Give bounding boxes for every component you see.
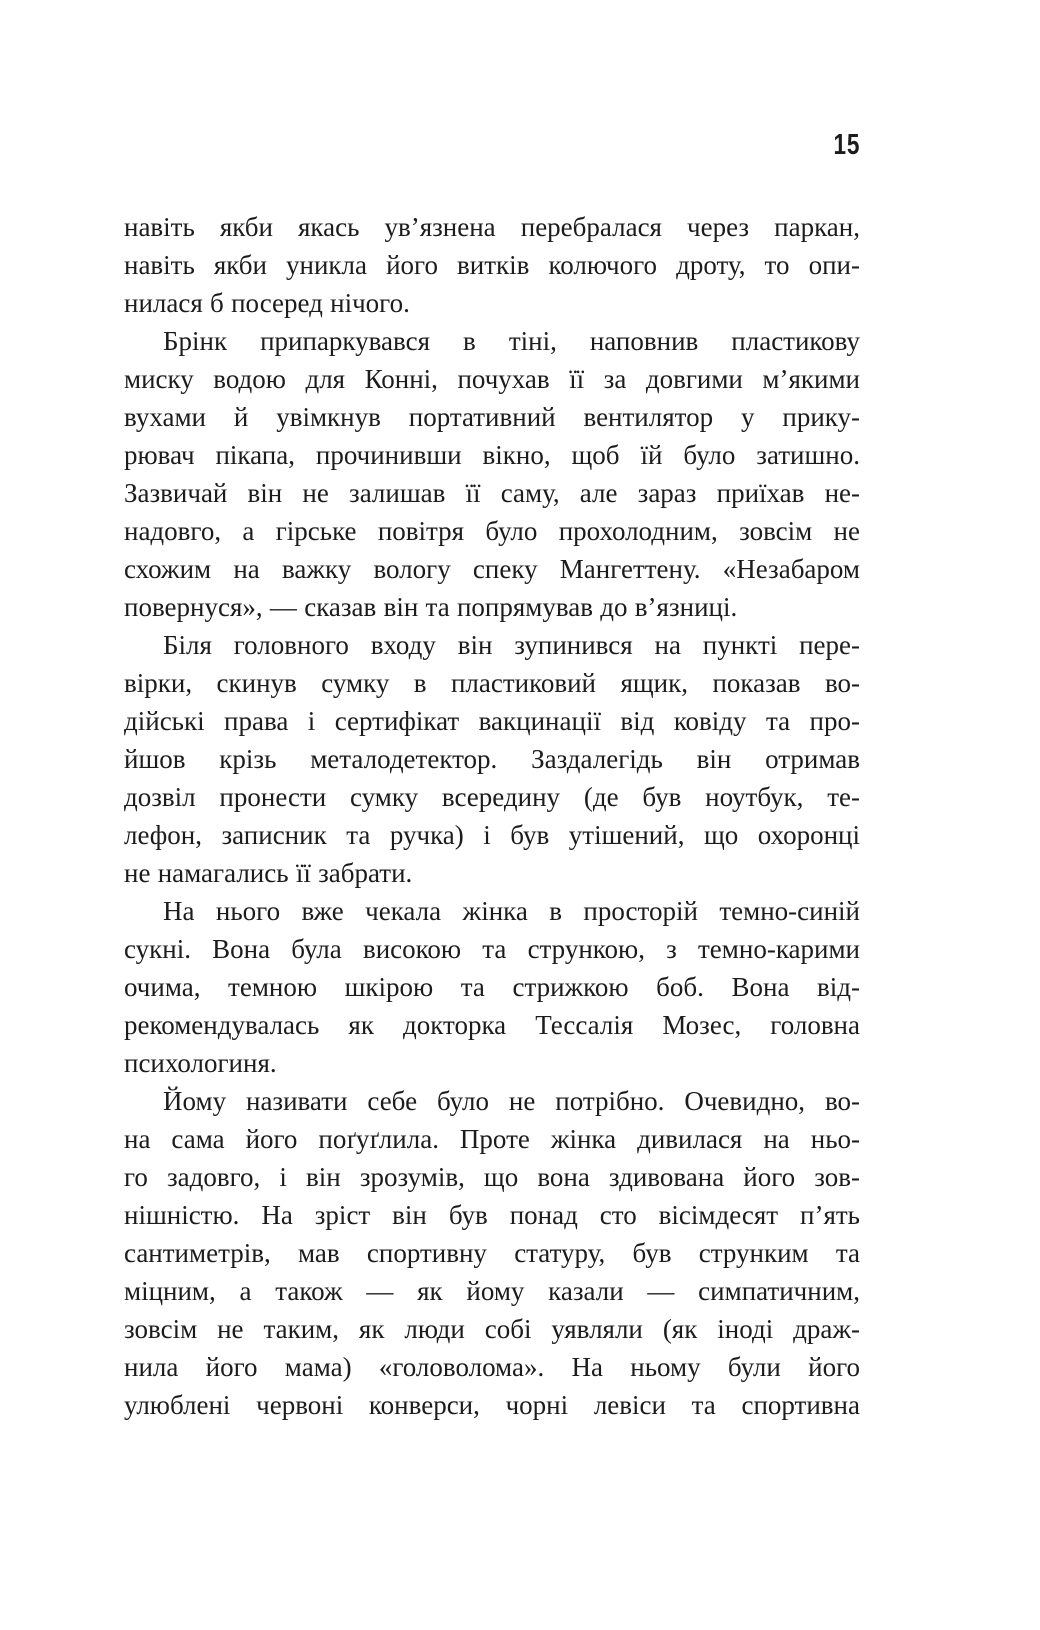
text-line: очима, темною шкірою та стрижкою боб. Вона від- <box>124 972 860 1002</box>
text-line: Зазвичай він не залишав її саму, але зараз приїхав не- <box>124 478 860 508</box>
text-line: го задовго, і він зрозумів, що вона здивована його зов- <box>124 1162 860 1192</box>
text-line: миску водою для Конні, почухав її за довгими м’якими <box>124 364 860 394</box>
text-line: сантиметрів, мав спортивну статуру, був струнким та <box>124 1238 860 1268</box>
text-line: навіть якби уникла його витків колючого дроту, то опи- <box>124 250 860 280</box>
text-line: навіть якби якась ув’язнена перебралася через паркан, <box>124 212 860 242</box>
text-line: на сама його поґуґлила. Проте жінка дивилася на ньо- <box>124 1124 860 1154</box>
text-line: зовсім не таким, як люди собі уявляли (як іноді драж- <box>124 1314 860 1344</box>
text-line: сукні. Вона була високою та стрункою, з темно-карими <box>124 934 860 964</box>
page-number: 15 <box>833 129 860 161</box>
text-line: Йому називати себе було не потрібно. Очевидно, во- <box>163 1086 860 1116</box>
text-line: На нього вже чекала жінка в просторій темно-синій <box>163 896 860 926</box>
paragraph <box>124 892 860 1082</box>
text-line: лефон, записник та ручка) і був утішений, що охоронці <box>124 820 860 850</box>
text-line: міцним, а також — як йому казали — симпатичним, <box>124 1276 860 1306</box>
text-line: надовго, а гірське повітря було прохолодним, зовсім не <box>124 516 860 546</box>
text-line: дозвіл пронести сумку всередину (де був ноутбук, те- <box>124 782 860 812</box>
paragraph <box>124 322 860 626</box>
paragraph <box>124 1082 860 1424</box>
text-line: рювач пікапа, прочинивши вікно, щоб їй було затишно. <box>124 440 860 470</box>
paragraph <box>124 626 860 892</box>
text-line: вухами й увімкнув портативний вентилятор у прику- <box>124 402 860 432</box>
text-line: нішністю. На зріст він був понад сто вісімдесят п’ять <box>124 1200 860 1230</box>
text-line: Брінк припаркувався в тіні, наповнив пластикову <box>163 326 860 356</box>
text-line: схожим на важку вологу спеку Мангеттену. «Незабаром <box>124 554 860 584</box>
text-line: йшов крізь металодетектор. Заздалегідь він отримав <box>124 744 860 774</box>
text-line: Біля головного входу він зупинився на пункті пере- <box>163 630 860 660</box>
text-line: психологиня. <box>124 1048 277 1078</box>
text-line: нилася б посеред нічого. <box>124 288 410 318</box>
text-line: вірки, скинув сумку в пластиковий ящик, показав во- <box>124 668 860 698</box>
text-line: рекомендувалась як докторка Тессалія Мозес, головна <box>124 1010 860 1040</box>
text-block <box>124 208 860 1424</box>
text-line: дійські права і сертифікат вакцинації від ковіду та про- <box>124 706 860 736</box>
text-line: улюблені червоні конверси, чорні левіси та спортивна <box>124 1390 860 1420</box>
text-line: нила його мама) «головолома». На ньому були його <box>124 1352 860 1382</box>
paragraph <box>124 208 860 322</box>
text-line: повернуся», — сказав він та попрямував до в’язниці. <box>124 592 738 622</box>
text-line: не намагались її забрати. <box>124 858 413 888</box>
